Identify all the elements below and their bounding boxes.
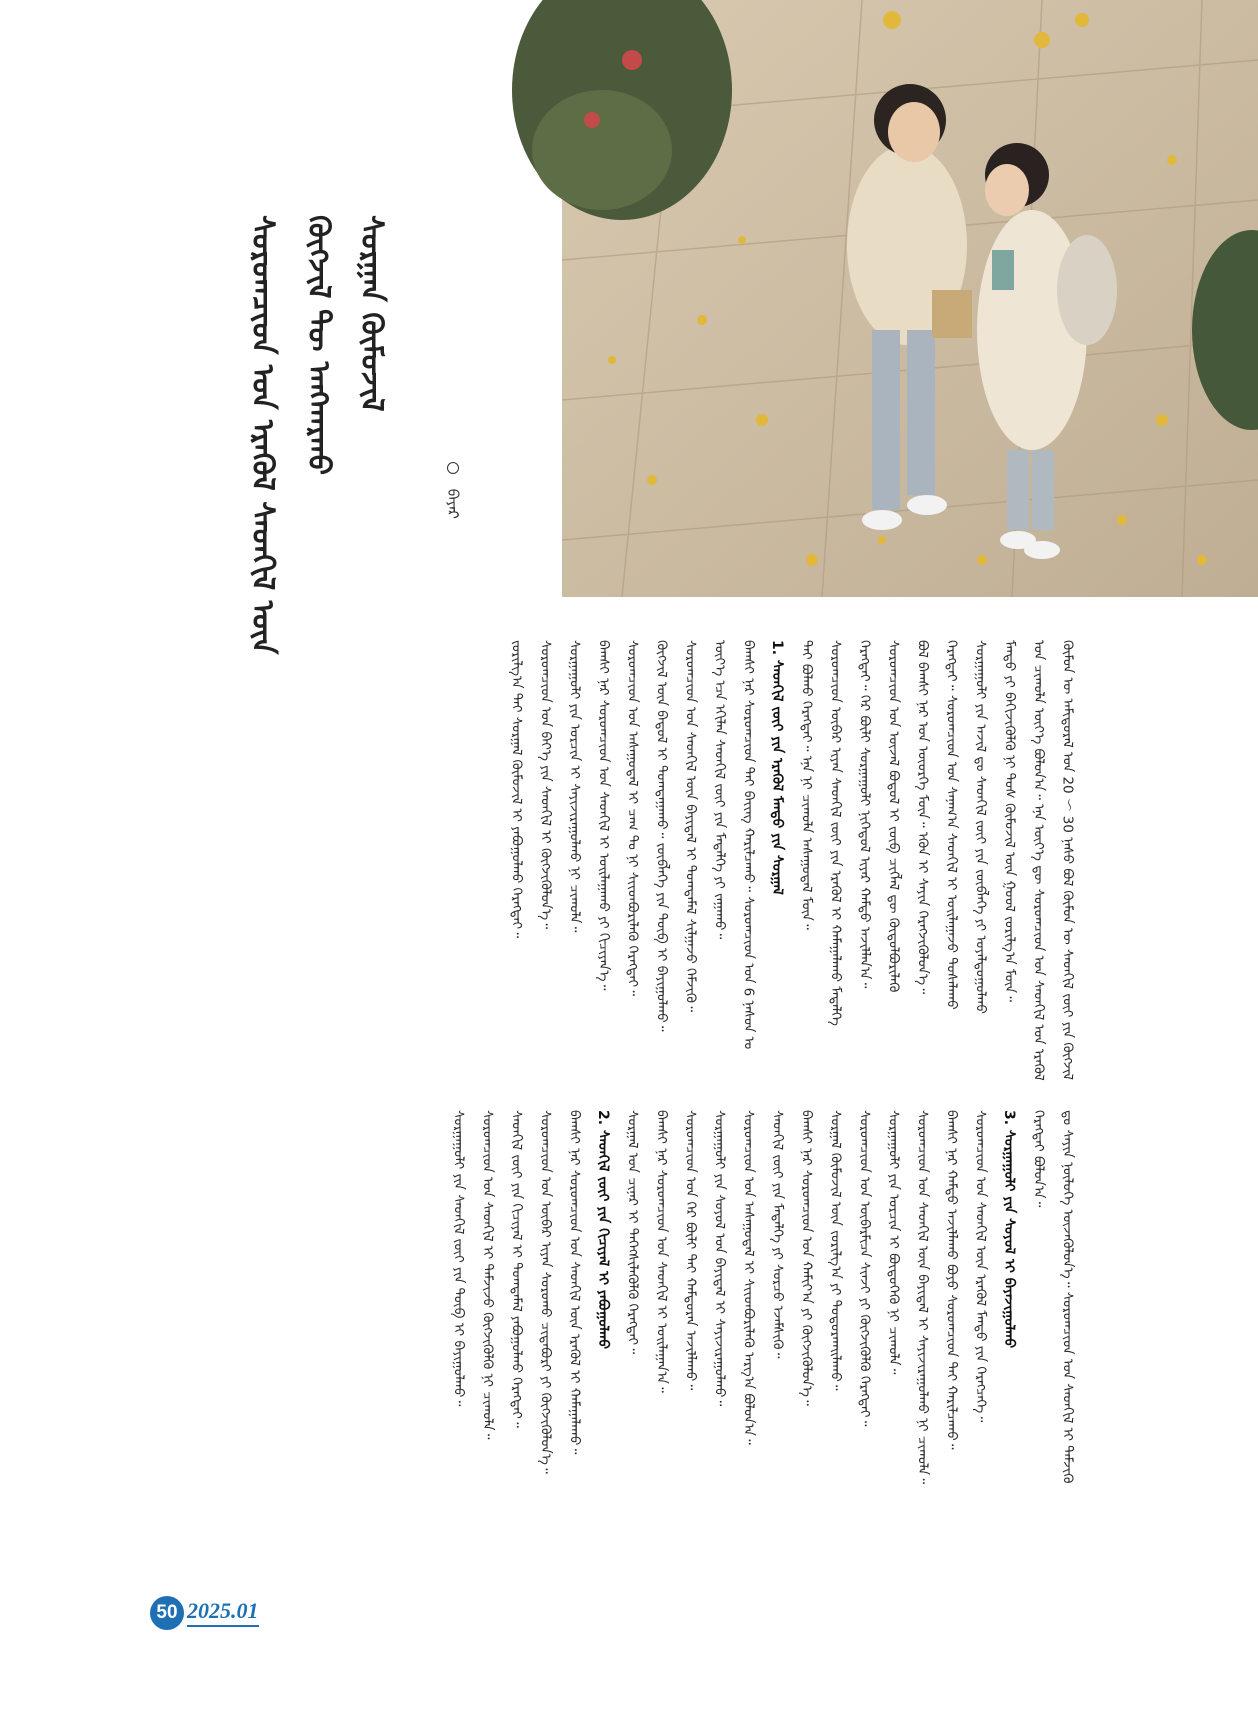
article-title-line-3: ᠰᠤᠷᠭᠠᠨ ᠬᠦᠮᠦᠵᠢᠯ [354,215,389,412]
body-column: ᠬᠦᠮᠦᠨ ᠦ ᠠᠮᠢᠳᠤᠷᠠᠯ ᠤᠨ 20 ～ 30 ᠨᠠᠰᠤ ᠪᠤᠯ ᠬᠦᠮᠦᠨ ᠦ ᠰᠡᠳᠬᠢᠯ ᠵᠦᠢ ᠶᠢᠨ ᠬᠥᠭᠵᠢᠯ [1059,640,1076,1080]
body-column: ᠰᠤᠷᠤᠭᠴᠢᠳ ᠦᠪᠡᠷ ᠢᠶᠡᠨ ᠰᠡᠳᠬᠢᠯ ᠵᠦᠢ ᠶᠢᠨ ᠡᠷᠡᠭᠦᠯ ᠢ ᠬᠠᠮᠠᠭᠠᠯᠠᠬᠤ ᠮᠡᠳᠡᠯᠭᠡ [827,640,844,1026]
body-column: ᠰᠤᠷᠤᠭᠴᠢᠳ ᠤᠨ ᠰᠡᠳᠬᠢᠯ ᠦᠨ ᠪᠠᠶᠢᠳᠠᠯ ᠢ ᠲᠣᠭᠲᠠᠮᠠᠯ ᠰᠢᠯᠭᠠᠵᠤ ᠬᠡᠮᠵᠢᠬᠦ᠃ [682,640,699,1012]
body-column: ᠰᠤᠷᠤᠭᠴᠢᠳ ᠤᠨ ᠠᠰᠠᠭᠤᠳᠠᠯ ᠢ ᠴᠠᠭ ᠲᠤ ᠨᠢ ᠰᠢᠢᠳᠪᠦᠷᠢᠯᠡᠬᠦ ᠬᠡᠷᠡᠭᠲᠡᠢ᠃ [624,640,641,997]
body-column: ᠮᠡᠨᠳᠦ ᠶᠢ ᠪᠡᠬᠢᠵᠢᠭᠦᠯᠬᠦ ᠨᠢ ᠲᠤᠰ ᠬᠦᠮᠦᠵᠢᠯ ᠦᠨ ᠭᠣᠣᠯ ᠵᠣᠷᠢᠯᠭ᠎ᠠ ᠮᠥᠨ᠃ [1001,640,1018,1002]
body-column: ᠬᠥᠭᠵᠢᠯ ᠦᠨ ᠪᠠᠳᠤᠯ ᠢ ᠲᠣᠭᠲᠠᠭᠠᠬᠤ᠃ ᠵᠥᠪᠯᠡᠭᠡ ᠶᠢᠨ ᠲᠥᠪ ᠢ ᠪᠠᠶᠢᠭᠤᠯᠬᠤ᠃ [653,640,670,1032]
body-column: ᠳᠤ ᠰᠠᠶᠢᠨ ᠨᠥᠯᠦᠭᠡ ᠦᠵᠡᠭᠦᠯᠦᠨ᠎ᠡ᠃ ᠰᠤᠷᠤᠭᠴᠢᠳ ᠤᠨ ᠰᠡᠳᠬᠢᠯ ᠢ ᠳᠡᠮᠵᠢᠬᠦ [1059,1110,1076,1484]
body-column: ᠰᠤᠷᠭᠠᠭᠤᠯᠢ ᠶᠢᠨ ᠠᠵᠢᠯ ᠳᠤ ᠰᠡᠳᠬᠢᠯ ᠵᠦᠢ ᠶᠢᠨ ᠵᠥᠪᠯᠡᠭᠡ ᠶᠢ ᠤᠶᠠᠯᠳᠤᠭᠤᠯᠬᠤ [972,640,989,1014]
body-column: ᠵᠣᠷᠢᠯᠭ᠎ᠠ ᠲᠠᠢ ᠰᠤᠷᠭᠠᠯ ᠬᠦᠮᠦᠵᠢᠯ ᠢ ᠶᠠᠪᠤᠭᠤᠯᠬᠤ ᠬᠡᠷᠡᠭᠲᠡᠢ᠃ [508,640,525,939]
body-column: ᠪᠠᠭᠰᠢ ᠨᠠᠷ ᠰᠤᠷᠤᠭᠴᠢᠳ ᠤᠨ ᠰᠡᠳᠬᠢᠯ ᠢ ᠣᠢᠯᠠᠭᠠᠨ᠎ᠠ᠃ [653,1110,670,1393]
section-heading-2: 2. ᠰᠡᠳᠬᠢᠯ ᠵᠦᠢ ᠶᠢᠨ ᠬᠢᠴᠢᠶᠡᠯ ᠢ ᠶᠠᠪᠤᠭᠤᠯᠬᠤ [595,1110,611,1350]
article-photo [562,0,1258,597]
body-column: ᠰᠤᠷᠭᠠᠭᠤᠯᠢ ᠶᠢᠨ ᠤᠷᠴᠢᠨ ᠢ ᠰᠠᠶᠢᠵᠢᠷᠠᠭᠤᠯᠬᠤ ᠨᠢ ᠴᠢᠬᠤᠯᠠ᠃ [566,640,583,933]
page-number-badge: 50 [150,1596,184,1630]
body-column: ᠰᠤᠷᠤᠭᠴᠢᠳ ᠤᠨ ᠰᠡᠳᠬᠢᠯ ᠦᠨ ᠡᠷᠡᠭᠦᠯ ᠮᠡᠨᠳᠦ ᠶᠢᠨ ᠬᠡᠷᠡᠭᠴᠡᠭᠡ᠃ [972,1110,989,1423]
body-column: ᠪᠠᠭᠰᠢ ᠨᠠᠷ ᠰᠤᠷᠤᠭᠴᠢᠳ ᠲᠠᠢ ᠪᠠᠶ᠋ᠢᠩ ᠬᠠᠷᠢᠯᠴᠠᠬᠤ᠃ ᠰᠤᠷᠤᠭᠴᠢᠳ ᠤᠨ 6 ᠨᠠᠰᠤᠨ ᠤ [740,640,757,1050]
body-column: ᠰᠡᠳᠬᠢᠯ ᠵᠦᠢ ᠶᠢᠨ ᠬᠢᠴᠢᠶᠡᠯ ᠢ ᠲᠣᠭᠲᠠᠮᠠᠯ ᠶᠠᠪᠤᠭᠤᠯᠬᠤ ᠬᠡᠷᠡᠭᠲᠡᠢ᠃ [508,1110,525,1428]
body-column: ᠰᠤᠷᠭᠠᠭᠤᠯᠢ ᠶᠢᠨ ᠰᠡᠳᠬᠢᠯ ᠵᠦᠢ ᠶᠢᠨ ᠲᠥᠪ ᠢ ᠪᠠᠶᠢᠭᠤᠯᠬᠤ᠃ [450,1110,467,1407]
body-column: ᠰᠡᠳᠬᠢᠯ ᠵᠦᠢ ᠶᠢᠨ ᠮᠡᠳᠡᠯᠭᠡ ᠶᠢ ᠰᠤᠷᠴᠤ ᠡᠵᠡᠮᠰᠢᠬᠦ᠃ [769,1110,786,1359]
body-column: ᠰᠤᠷᠤᠭᠴᠢᠳ ᠤᠨ ᠰᠡᠳᠬᠢᠯ ᠦᠨ ᠪᠠᠶᠢᠳᠠᠯ ᠢ ᠰᠠᠶᠢᠵᠢᠷᠠᠭᠤᠯᠬᠤ ᠨᠢ ᠴᠢᠬᠤᠯᠠ᠃ [914,1110,931,1484]
body-column: ᠰᠤᠷᠤᠭᠴᠢᠳ ᠤᠨ ᠦᠪᠡᠷ ᠢᠶᠡᠨ ᠰᠤᠷᠤᠬᠤ ᠴᠢᠳᠠᠪᠤᠷᠢ ᠶᠢ ᠬᠥᠭᠵᠢᠭᠦᠯᠦᠨ᠎ᠡ᠃ [537,1110,554,1474]
body-column: ᠰᠤᠷᠭᠠᠯ ᠬᠦᠮᠦᠵᠢᠯ ᠦᠨ ᠵᠣᠷᠢᠯᠭ᠎ᠠ ᠶᠢ ᠲᠣᠳᠤᠷᠬᠠᠢᠯᠠᠬᠤ᠃ [827,1110,844,1391]
section-heading-1: 1. ᠰᠡᠳᠬᠢᠯ ᠵᠦᠢ ᠶᠢᠨ ᠡᠷᠡᠭᠦᠯ ᠮᠡᠨᠳᠦ ᠶᠢᠨ ᠰᠤᠷᠭᠠᠯ [769,640,785,895]
body-column: ᠲᠠᠢ ᠪᠣᠯᠬᠤ ᠬᠡᠷᠡᠭᠲᠡᠢ᠃ ᠡᠨᠡ ᠨᠢ ᠴᠢᠬᠤᠯᠠ ᠠᠰᠠᠭᠤᠳᠠᠯ ᠮᠥᠨ᠃ [798,640,815,930]
body-column: ᠦᠶ᠎ᠡ ᠡᠴᠡ ᠡᠬᠢᠯᠡᠨ ᠰᠡᠳᠬᠢᠯ ᠵᠦᠢ ᠶᠢᠨ ᠮᠡᠳᠡᠯᠭᠡ ᠶᠢ ᠵᠠᠭᠠᠬᠤ᠃ [711,640,728,940]
body-column: ᠰᠤᠷᠤᠭᠴᠢᠳ ᠤᠨ ᠰᠡᠳᠬᠢᠯ ᠢ ᠳᠡᠮᠵᠢᠵᠦ ᠬᠥᠭᠵᠢᠭᠦᠯᠬᠦ ᠨᠢ ᠴᠢᠬᠤᠯᠠ᠃ [479,1110,496,1440]
author-marker-icon [447,462,459,474]
issue-label: 2025.01 [187,1598,259,1627]
body-column: ᠰᠤᠷᠭᠠᠭᠤᠯᠢ ᠶᠢᠨ ᠰᠤᠶᠤᠯ ᠤᠨ ᠪᠠᠶᠢᠳᠠᠯ ᠢ ᠰᠠᠶᠢᠵᠢᠷᠠᠭᠤᠯᠬᠤ᠃ [711,1110,728,1407]
photo-illustration [562,0,1258,597]
author-name: ᠪᠠᠶᠠᠷ [444,488,462,519]
body-column: ᠰᠤᠷᠤᠭᠴᠢᠳ ᠤᠨ ᠠᠰᠠᠭᠤᠳᠠᠯ ᠢ ᠰᠢᠢᠳᠪᠦᠷᠢᠯᠡᠬᠦ ᠠᠷᠭ᠎ᠠ ᠪᠣᠯᠤᠨ᠎ᠠ᠃ [740,1110,757,1445]
body-column: ᠰᠤᠷᠭᠠᠭᠤᠯᠢ ᠶᠢᠨ ᠤᠷᠴᠢᠨ ᠢ ᠪᠦᠲᠦᠭᠡᠬᠦ ᠨᠢ ᠴᠢᠬᠤᠯᠠ᠃ [885,1110,902,1375]
article-title-line-1: ᠰᠤᠷᠤᠭᠴᠢᠳ ᠤᠨ ᠡᠷᠡᠭᠦᠯ ᠰᠡᠳᠬᠢᠯ ᠦᠨ [245,215,280,655]
body-column: ᠰᠤᠷᠤᠭᠴᠢᠳ ᠤᠨ ᠭᠡᠷ ᠪᠦᠯᠢ ᠲᠠᠢ ᠬᠠᠮᠲᠤᠷᠠᠨ ᠠᠵᠢᠯᠯᠠᠬᠤ᠃ [682,1110,699,1391]
body-column: ᠪᠠᠭᠰᠢ ᠨᠠᠷ ᠰᠤᠷᠤᠭᠴᠢᠳ ᠤᠨ ᠰᠡᠳᠬᠢᠯ ᠢ ᠣᠢᠯᠠᠭᠠᠬᠤ ᠶᠢ ᠬᠢᠴᠢᠶᠡᠨ᠎ᠡ᠃ [595,640,612,991]
body-column: ᠪᠠᠭᠰᠢ ᠨᠠᠷ ᠰᠤᠷᠤᠭᠴᠢᠳ ᠤᠨ ᠰᠡᠳᠬᠢᠯ ᠦᠨ ᠡᠷᠡᠭᠦᠯ ᠢ ᠬᠠᠮᠠᠭᠠᠯᠠᠬᠤ᠃ [566,1110,583,1455]
body-column: ᠰᠤᠷᠤᠭᠴᠢᠳ ᠤᠨ ᠦᠵᠡᠯ ᠪᠣᠳᠤᠯ ᠢ ᠵᠥᠪ ᠴᠢᠭᠯᠡᠯ ᠳᠦ ᠬᠥᠲᠥᠯᠪᠦᠷᠢᠯᠡᠬᠦ [885,640,902,993]
section-heading-3: 3. ᠰᠤᠷᠭᠠᠭᠤᠯᠢ ᠶᠢᠨ ᠰᠤᠶᠤᠯ ᠢ ᠪᠠᠶᠠᠵᠢᠭᠤᠯᠬᠤ [1001,1110,1017,1349]
author-byline [440,462,462,562]
body-column: ᠬᠡᠷᠡᠭᠲᠡᠢ ᠪᠣᠯᠤᠨ᠎ᠠ᠃ [1030,1110,1047,1208]
body-column: ᠪᠣᠯ ᠪᠠᠭᠰᠢ ᠨᠠᠷ ᠤᠨ ᠦᠦᠷᠭᠡ ᠮᠥᠨ᠃ ᠡᠭᠦᠨ ᠢ ᠰᠠᠶᠢᠨ ᠬᠡᠷᠡᠭᠵᠢᠭᠦᠯᠦᠨ᠎ᠡ᠃ [914,640,931,994]
body-column: ᠰᠤᠷᠤᠭᠴᠢᠳ ᠤᠨ ᠦᠪᠡᠷᠮᠢᠴᠡ ᠰᠢᠨᠵᠢ ᠶᠢ ᠬᠥᠭᠵᠢᠭᠦᠯᠬᠦ ᠬᠡᠷᠡᠭᠲᠡᠢ᠃ [856,1110,873,1427]
body-column: ᠰᠤᠷᠭᠠᠯ ᠤᠨ ᠴᠢᠨᠠᠷ ᠢ ᠳᠡᠭᠡᠭᠰᠢᠯᠡᠭᠦᠯᠬᠦ ᠬᠡᠷᠡᠭᠲᠡᠢ᠃ [624,1110,641,1355]
body-column: ᠰᠤᠷᠤᠭᠴᠢᠳ ᠤᠨ ᠪᠡᠶ᠎ᠡ ᠶᠢᠨ ᠰᠡᠳᠬᠢᠯ ᠢ ᠬᠥᠭᠵᠢᠭᠦᠯᠦᠨ᠎ᠡ᠃ [537,640,554,930]
body-column: ᠪᠠᠭᠰᠢ ᠨᠠᠷ ᠰᠤᠷᠤᠭᠴᠢᠳ ᠤᠨ ᠬᠠᠮᠢᠶ᠎ᠠ ᠶᠢ ᠬᠥᠭᠵᠢᠭᠦᠯᠦᠨ᠎ᠡ᠃ [798,1110,815,1406]
body-column: ᠬᠡᠷᠡᠭᠲᠡᠢ᠃ ᠰᠤᠷᠤᠭᠴᠢᠳ ᠤᠨ ᠰᠠᠨᠠᠭ᠎ᠠ ᠰᠡᠳᠬᠢᠯ ᠢ ᠣᠢᠯᠠᠭᠠᠵᠤ ᠲᠤᠰᠠᠯᠠᠬᠤ [943,640,960,1010]
body-column: ᠬᠡᠷᠡᠭᠲᠡᠢ᠃ ᠭᠡᠷ ᠪᠦᠯᠢ ᠰᠤᠷᠭᠠᠭᠤᠯᠢ ᠨᠢᠭᠡᠳᠦᠯ ᠢᠶᠡᠷ ᠬᠠᠮᠲᠤ ᠠᠵᠢᠯᠯᠠᠨ᠎ᠠ᠃ [856,640,873,989]
article-title-line-2: ᠬᠥᠭᠵᠢᠯ ᠲᠦ ᠠᠩᠬᠠᠷᠬᠤ [301,215,336,476]
body-column: ᠤᠨ ᠴᠢᠬᠤᠯᠠ ᠦᠶ᠎ᠡ ᠪᠣᠯᠤᠨ᠎ᠠ᠃ ᠡᠨᠡ ᠦᠶ᠎ᠡ ᠳᠦ ᠰᠤᠷᠤᠭᠴᠢᠳ ᠤᠨ ᠰᠡᠳᠬᠢᠯ ᠤᠨ ᠡᠷᠡᠭᠦᠯ [1030,640,1047,1081]
body-column: ᠪᠠᠭᠰᠢ ᠨᠠᠷ ᠬᠠᠮᠲᠤ ᠠᠵᠢᠯᠯᠠᠬᠤ ᠪᠤᠶᠤ ᠰᠤᠷᠤᠭᠴᠢᠳ ᠲᠠᠢ ᠬᠠᠷᠢᠯᠴᠠᠬᠤ᠃ [943,1110,960,1450]
